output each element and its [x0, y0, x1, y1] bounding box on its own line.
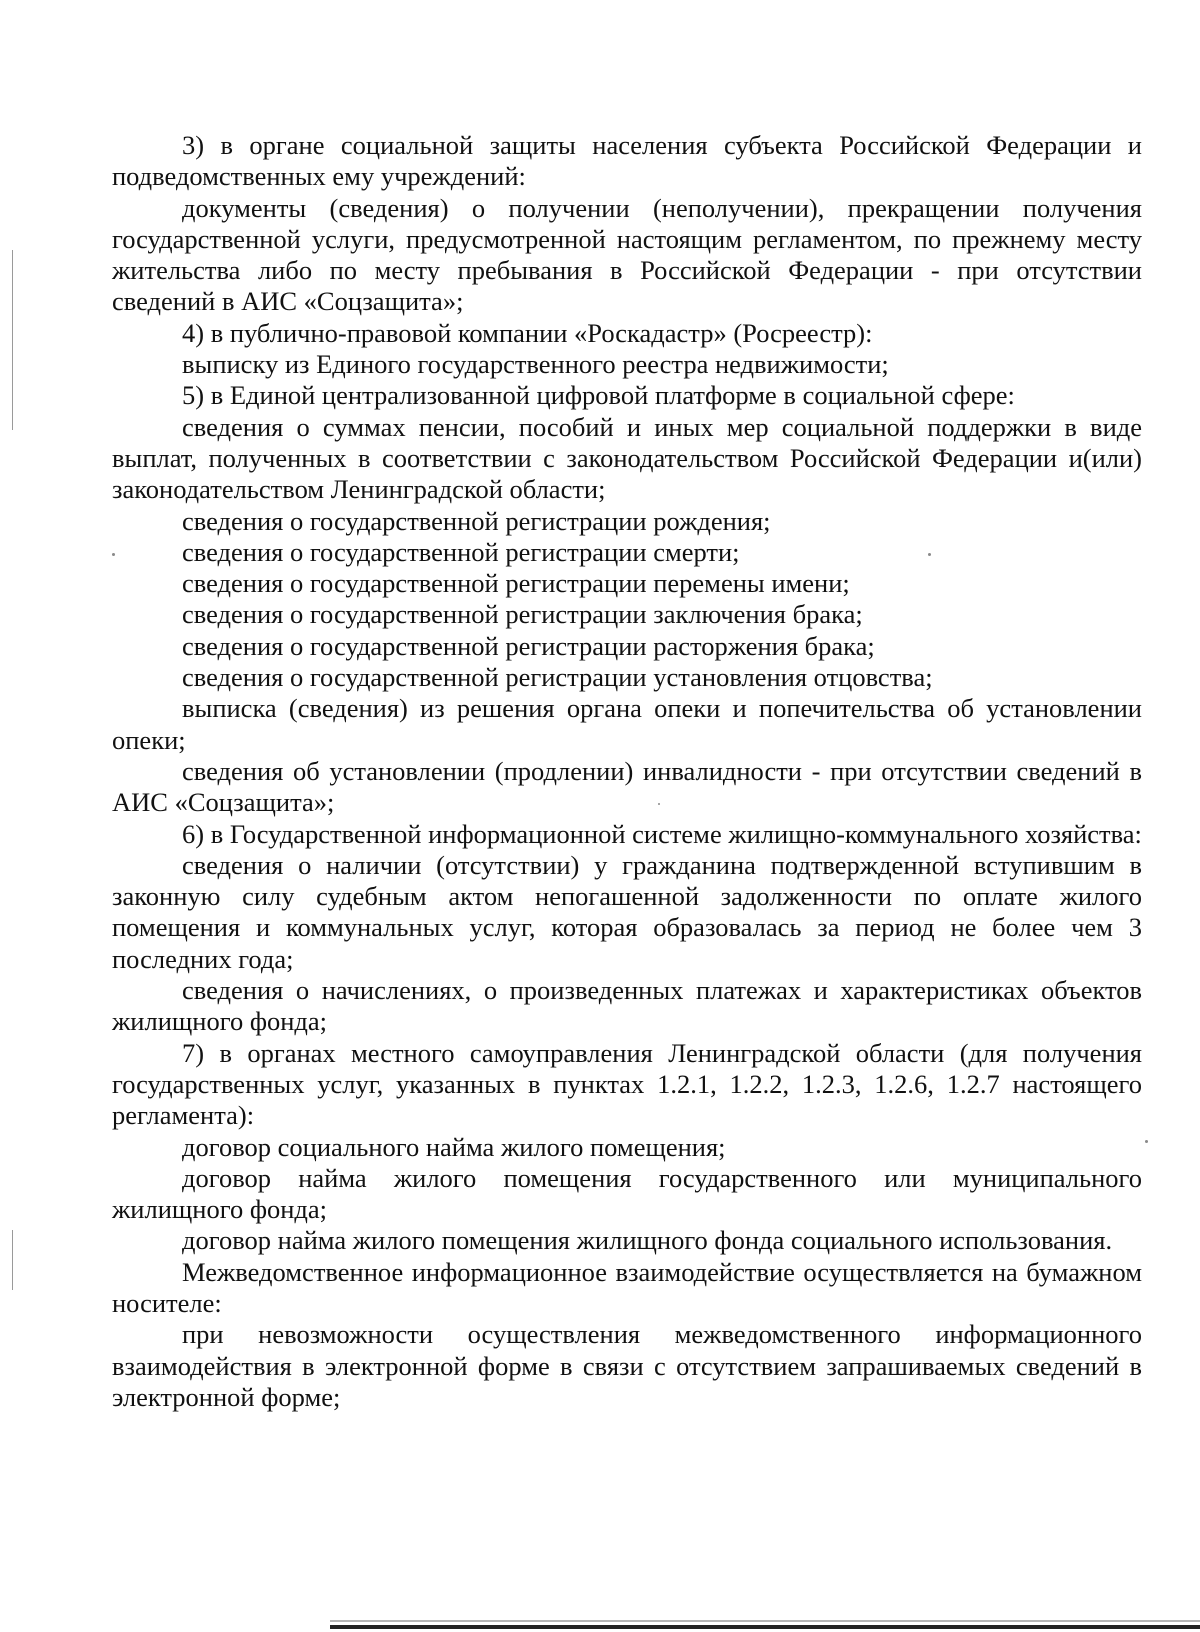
paragraph-debt-info: сведения о наличии (отсутствии) у гражданина подтвержденной вступившим в законную силу судебным актом непогашенной задолженности по оплате жилого помещения и коммунальных услуг, которая образовалась за период не более чем 3 последних года;: [112, 849, 1142, 974]
paragraph-accruals-info: сведения о начислениях, о произведенных платежах и характеристиках объектов жилищного фонда;: [112, 975, 1142, 1037]
paragraph-section-3: 3) в органе социальной защиты населения субъекта Российской Федерации и подведомственных ему учреждений:: [112, 130, 1142, 192]
paragraph-paper-interaction: Межведомственное информационное взаимодействие осуществляется на бумажном носителе:: [112, 1256, 1142, 1318]
paragraph-marriage-registration: сведения о государственной регистрации заключения брака;: [182, 599, 863, 630]
paragraph-egrn-extract: выписку из Единого государственного реестра недвижимости;: [182, 349, 889, 380]
paragraph-social-use-lease: договор найма жилого помещения жилищного фонда социального использования.: [182, 1225, 1113, 1256]
paragraph-divorce-registration: сведения о государственной регистрации расторжения брака;: [182, 630, 875, 661]
scan-edge-mark: [12, 250, 13, 430]
paragraph-birth-registration: сведения о государственной регистрации рождения;: [182, 505, 771, 536]
paragraph-documents-info: документы (сведения) о получении (неполучении), прекращении получения государственной услуги, предусмотренной настоящим регламентом, по прежнему месту жительства либо по месту пребывания в Российской Федерации - при отсутствии сведений в АИС «Соцзащита»;: [112, 192, 1142, 317]
paragraph-death-registration: сведения о государственной регистрации смерти;: [182, 536, 740, 567]
document-body: [112, 130, 1142, 1413]
scan-speck: [1145, 1140, 1148, 1143]
paragraph-name-change-registration: сведения о государственной регистрации перемены имени;: [182, 568, 850, 599]
paragraph-section-5: 5) в Единой централизованной цифровой платформе в социальной сфере:: [182, 380, 1015, 411]
paragraph-guardianship-extract: выписка (сведения) из решения органа опеки и попечительства об установлении опеки;: [112, 693, 1142, 755]
scan-bottom-edge-shadow: [330, 1620, 1200, 1622]
paragraph-disability-info: сведения об установлении (продлении) инвалидности - при отсутствии сведений в АИС «Соцзащита»;: [112, 755, 1142, 818]
paragraph-pension-info: сведения о суммах пенсии, пособий и иных мер социальной поддержки в виде выплат, полученных в соответствии с законодательством Российской Федерации и(или) законодательством Ленинградской области;: [112, 411, 1142, 505]
paragraph-impossibility-case: при невозможности осуществления межведомственного информационного взаимодействия в электронной форме в связи с отсутствием запрашиваемых сведений в электронной форме;: [112, 1319, 1142, 1412]
paragraph-social-lease: договор социального найма жилого помещения;: [182, 1131, 726, 1162]
paragraph-paternity-registration: сведения о государственной регистрации установления отцовства;: [182, 662, 933, 693]
paragraph-section-7: 7) в органах местного самоуправления Ленинградской области (для получения государственных услуг, указанных в пунктах 1.2.1, 1.2.2, 1.2.3, 1.2.6, 1.2.7 настоящего регламента):: [112, 1037, 1142, 1131]
scan-bottom-edge: [330, 1625, 1200, 1629]
paragraph-section-4: 4) в публично-правовой компании «Роскадастр» (Росреестр):: [182, 317, 873, 348]
scan-edge-mark: [12, 1230, 13, 1290]
paragraph-state-lease: договор найма жилого помещения государственного или муниципального жилищного фонда;: [112, 1162, 1142, 1225]
paragraph-section-6: 6) в Государственной информационной системе жилищно-коммунального хозяйства:: [182, 818, 1142, 849]
